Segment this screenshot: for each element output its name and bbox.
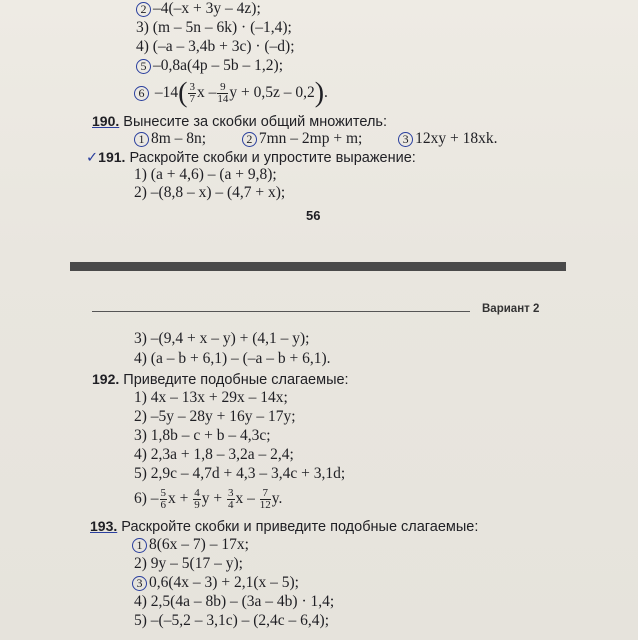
exercise-192-line-1: 1) 4x – 13x + 29x – 14x; xyxy=(134,389,288,406)
exercise-191-line-2: 2) –(8,8 – x) – (4,7 + x); xyxy=(134,184,286,201)
pen-circle-mark: 1 xyxy=(134,132,149,147)
exercise-number: 190. xyxy=(92,113,120,129)
exercise-number: 192. xyxy=(92,371,120,387)
exercise-190-items: 1 8m – 8n; 2 7mn – 2mp + m; 3 12xy + 18xk. xyxy=(134,130,497,148)
exercise-item-2: 2 –4(–x + 3y – 4z); xyxy=(136,0,261,18)
exercise-193-line-1: 1 8(6x – 7) – 17x; xyxy=(132,536,249,554)
close-paren: ) xyxy=(314,77,325,109)
pen-circle-mark: 2 xyxy=(136,2,151,17)
pen-circle-mark: 3 xyxy=(132,576,147,591)
exercise-title: Вынесите за скобки общий множитель: xyxy=(123,114,388,130)
exercise-192-line-6: 6) – $\frac{5}{6}$ x + $\frac{4}{9}$ y + $\frac{3}{4}$ x – $\frac{7}{12}$ y. xyxy=(134,487,283,511)
pen-circle-mark: 2 xyxy=(242,132,257,147)
fraction: $\frac{9}{14}$ xyxy=(217,81,229,105)
exercise-192-line-5: 5) 2,9c – 4,7d + 4,3 – 3,4c + 3,1d; xyxy=(134,465,346,482)
exercise-number: 193. xyxy=(90,518,118,534)
fraction: $\frac{5}{6}$ xyxy=(160,487,167,511)
exercise-193-line-4: 4) 2,5(4a – 8b) – (3a – 4b) · 1,4; xyxy=(134,593,335,610)
exercise-title: Приведите подобные слагаемые: xyxy=(123,372,349,388)
exercise-192-line-2: 2) –5y – 28y + 16y – 17y; xyxy=(134,408,296,425)
exercise-193-heading xyxy=(90,517,478,536)
pen-circle-mark: 6 xyxy=(134,86,149,101)
exercise-192-line-3: 3) 1,8b – c + b – 4,3c; xyxy=(134,427,271,444)
exercise-192-line-4: 4) 2,3a + 1,8 – 3,2a – 2,4; xyxy=(134,446,294,463)
fraction: $\frac{3}{4}$ xyxy=(228,487,234,511)
exercise-cont-line-4: 4) (a – b + 6,1) – (–a – b + 6,1). xyxy=(134,350,331,367)
exercise-title: Раскройте скобки и приведите подобные слагаемые: xyxy=(121,519,479,535)
exercise-item-3: 3) (m – 5n – 6k) · (–1,4); xyxy=(136,19,292,36)
page-number: 56 xyxy=(306,208,321,223)
exercise-item-4: 4) (–a – 3,4b + 3c) · (–d); xyxy=(136,38,295,55)
exercise-193-line-3: 3 0,6(4x – 3) + 2,1(x – 5); xyxy=(132,574,299,592)
exercise-192-heading xyxy=(92,370,349,389)
exercise-190-heading xyxy=(92,112,387,131)
fraction: $\frac{4}{9}$ xyxy=(194,487,200,511)
exercise-title: Раскройте скобки и упростите выражение: xyxy=(129,150,416,166)
fraction: $\frac{7}{12}$ xyxy=(259,487,271,511)
pen-circle-mark: 3 xyxy=(398,132,413,147)
exercise-193-line-5: 5) –(–5,2 – 3,1c) – (2,4c – 6,4); xyxy=(134,612,329,629)
pen-circle-mark: 5 xyxy=(136,59,151,74)
exercise-191-line-1: 1) (a + 4,6) – (a + 9,8); xyxy=(134,166,277,183)
variant-rule xyxy=(92,311,470,312)
exercise-191-heading xyxy=(86,148,416,167)
exercise-cont-line-3: 3) –(9,4 + x – y) + (4,1 – y); xyxy=(134,330,310,347)
exercise-193-line-2: 2) 9y – 5(17 – y); xyxy=(134,555,243,572)
pen-circle-mark: 1 xyxy=(132,538,147,553)
page-divider-band xyxy=(70,262,566,271)
exercise-number: 191. xyxy=(98,149,126,165)
open-paren: ( xyxy=(178,77,188,109)
fraction: $\frac{3}{7}$ xyxy=(189,81,195,105)
exercise-item-6: 6 –14( $\frac{3}{7}$ x – $\frac{9}{14}$ y + 0,5z – 0,2). xyxy=(134,82,328,105)
check-mark-icon: ✓ xyxy=(86,150,99,166)
variant-label: Вариант 2 xyxy=(482,303,540,315)
exercise-item-5: 5 –0,8a(4p – 5b – 1,2); xyxy=(136,57,283,75)
